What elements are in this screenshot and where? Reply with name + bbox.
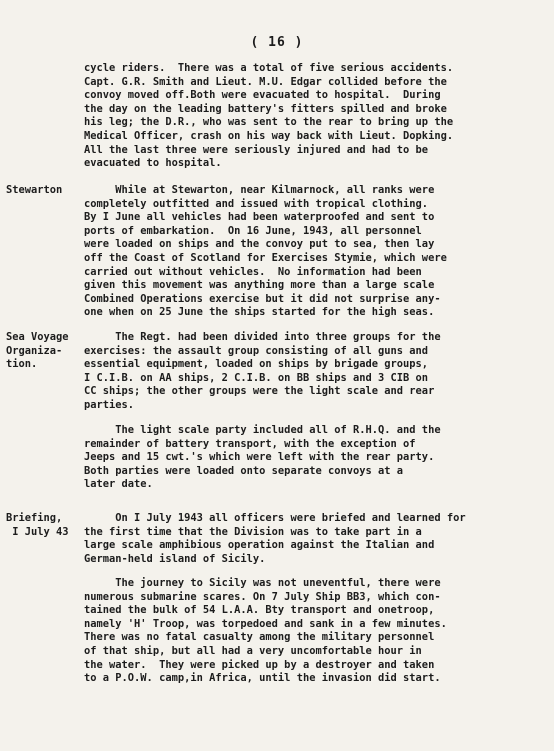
text-line: CC ships; the other groups were the light scale and rear	[84, 385, 435, 398]
text-line: to a P.O.W. camp,in Africa, until the invasion did start.	[84, 672, 441, 685]
paragraph-journey	[84, 577, 524, 686]
text-line: Both parties were loaded onto separate convoys at a	[84, 464, 404, 477]
text-line: The Regt. had been divided into three groups for the	[84, 331, 441, 343]
text-line: While at Stewarton, near Kilmarnock, all ranks were	[84, 184, 435, 196]
text-line: tained the bulk of 54 L.A.A. Bty transport and onetroop,	[84, 604, 435, 617]
text-line: exercises: the assault group consisting of all guns and	[84, 344, 429, 357]
text-line: All the last three were seriously injured and had to be	[84, 143, 429, 156]
page-number: ( 16 )	[250, 35, 304, 50]
text-line: By I June all vehicles had been waterproofed and sent to	[84, 211, 435, 224]
paragraph-light-scale	[84, 424, 524, 492]
text-line: given this movement was anything more than a large scale	[84, 279, 435, 292]
text-line: evacuated to hospital.	[84, 157, 222, 170]
text-line: parties.	[84, 398, 135, 411]
margin-heading-sea-voyage	[6, 331, 80, 372]
text-line: convoy moved off.Both were evacuated to hospital. During	[84, 89, 441, 102]
margin-line: tion.	[6, 358, 38, 371]
margin-line: Sea Voyage	[6, 331, 69, 343]
text-line: carried out without vehicles. No information had been	[84, 265, 422, 278]
text-line: There was no fatal casualty among the military personnel	[84, 631, 435, 644]
text-line: Jeeps and 15 cwt.'s which were left with the rear party.	[84, 451, 435, 464]
text-line: his leg; the D.R., who was sent to the rear to bring up the	[84, 116, 454, 129]
text-line: off the Coast of Scotland for Exercises Stymie, which were	[84, 251, 447, 264]
text-line: I C.I.B. on AA ships, 2 C.I.B. on BB ships and 3 CIB on	[84, 371, 429, 384]
text-line: of that ship, but all had a very uncomfortable hour in	[84, 644, 422, 657]
margin-line: Briefing,	[6, 512, 63, 524]
text-line: The light scale party included all of R.H.Q. and the	[84, 424, 441, 436]
text-line: Medical Officer, crash on his way back with Lieut. Dopking.	[84, 129, 454, 142]
text-line: the water. They were picked up by a destroyer and taken	[84, 658, 435, 671]
text-line: numerous submarine scares. On 7 July Ship BB3, which con-	[84, 590, 441, 603]
paragraph-sea-voyage	[84, 331, 524, 413]
text-line: Combined Operations exercise but it did not surprise any-	[84, 292, 441, 305]
text-line: On I July 1943 all officers were briefed and learned for	[84, 512, 466, 524]
paragraph-accidents	[84, 62, 524, 171]
margin-heading-stewarton	[6, 184, 80, 198]
text-line: large scale amphibious operation against the Italian and	[84, 539, 435, 552]
text-line: namely 'H' Troop, was torpedoed and sank in a few minutes.	[84, 617, 447, 630]
text-line: German-held island of Sicily.	[84, 552, 266, 565]
text-line: completely outfitted and issued with tropical clothing.	[84, 197, 429, 210]
margin-line: Stewarton	[6, 184, 63, 196]
text-line: one when on 25 June the ships started for the high seas.	[84, 306, 435, 319]
text-line: later date.	[84, 478, 153, 491]
margin-heading-briefing	[6, 512, 80, 539]
text-line: were loaded on ships and the convoy put to sea, then lay	[84, 238, 435, 251]
text-line: essential equipment, loaded on ships by brigade groups,	[84, 358, 429, 371]
paragraph-briefing	[84, 512, 524, 566]
text-line: remainder of battery transport, with the exception of	[84, 437, 416, 450]
text-line: cycle riders. There was a total of five serious accidents.	[84, 62, 454, 74]
text-line: the first time that the Division was to take part in a	[84, 525, 422, 538]
margin-line: I July 43	[6, 525, 69, 538]
text-line: ports of embarkation. On 16 June, 1943, all personnel	[84, 224, 422, 237]
text-line: Capt. G.R. Smith and Lieut. M.U. Edgar collided before the	[84, 75, 447, 88]
text-line: The journey to Sicily was not uneventful, there were	[84, 577, 441, 589]
paragraph-stewarton	[84, 184, 524, 320]
margin-line: Organiza-	[6, 344, 63, 357]
text-line: the day on the leading battery's fitters spilled and broke	[84, 102, 447, 115]
